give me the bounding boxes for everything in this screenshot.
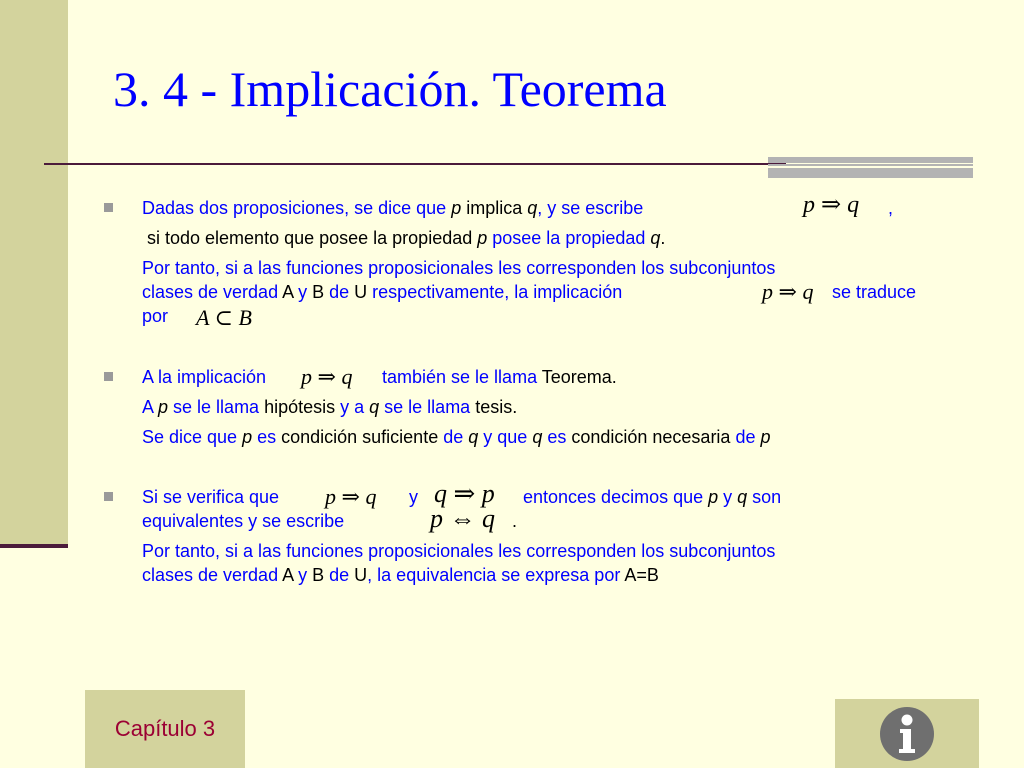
bullet-3-line-4: clases de verdad A y B de U, la equivalencia se expresa por A=B bbox=[142, 565, 659, 585]
bullet-3-line-1-end: entonces decimos que p y q son bbox=[523, 487, 782, 507]
info-icon bbox=[880, 707, 934, 761]
info-button[interactable] bbox=[835, 699, 979, 768]
chapter-label-box[interactable] bbox=[85, 690, 245, 768]
formula-p-iff-q: p ⇔ q bbox=[430, 504, 495, 533]
bullet-3-and: y bbox=[409, 487, 418, 507]
bullet-2-line-3: Se dice que p es condición suficiente de q y que q es condición necesaria de p bbox=[142, 427, 771, 447]
bullet-1-comma: , bbox=[888, 198, 894, 218]
formula-p-implies-q: p ⇒ q bbox=[301, 364, 353, 389]
formula-a-subset-b: A ⊂ B bbox=[196, 305, 252, 330]
bullet-3-line-2: equivalentes y se escribe bbox=[142, 511, 345, 531]
bullet-1-line-4-end: se traduce bbox=[832, 282, 917, 302]
left-decor-line bbox=[0, 544, 68, 548]
bullet-2-line-2: A p se le llama hipótesis y a q se le llama tesis. bbox=[142, 397, 518, 417]
bullet-marker bbox=[104, 203, 113, 212]
bullet-2-line-1-end: también se le llama Teorema. bbox=[382, 367, 617, 387]
left-decor-band bbox=[0, 0, 68, 547]
chapter-label: Capítulo 3 bbox=[114, 716, 216, 741]
bullet-3-line-2-end: . bbox=[512, 511, 518, 531]
slide-title: 3. 4 - Implicación. Teorema bbox=[113, 61, 667, 117]
title-divider-accent bbox=[768, 157, 973, 163]
bullet-marker bbox=[104, 372, 113, 381]
bullet-3-line-3: Por tanto, si a las funciones proposicionales les corresponden los subconjuntos bbox=[142, 541, 776, 561]
title-divider-accent bbox=[768, 164, 973, 166]
info-glyph bbox=[892, 712, 922, 756]
bullet-3-line-1: Si se verifica que bbox=[142, 487, 280, 507]
formula-p-implies-q: p ⇒ q bbox=[803, 192, 860, 218]
bullet-2-line-1: A la implicación bbox=[142, 367, 267, 387]
bullet-1-line-2: si todo elemento que posee la propiedad p posee la propiedad q. bbox=[147, 228, 666, 248]
bullet-1-line-3: Por tanto, si a las funciones proposicionales les corresponden los subconjuntos bbox=[142, 258, 776, 278]
bullet-1-line-1: Dadas dos proposiciones, se dice que p implica q, y se escribe bbox=[142, 198, 644, 218]
formula-p-implies-q: p ⇒ q bbox=[325, 484, 377, 509]
formula-p-implies-q: p ⇒ q bbox=[762, 279, 814, 304]
title-divider-accent bbox=[768, 168, 973, 178]
bullet-1-line-4: clases de verdad A y B de U respectivamente, la implicación bbox=[142, 282, 623, 302]
formula-q-implies-p: q ⇒ p bbox=[434, 479, 495, 508]
title-divider bbox=[44, 163, 786, 165]
bullet-1-line-5: por bbox=[142, 306, 169, 326]
bullet-marker bbox=[104, 492, 113, 501]
